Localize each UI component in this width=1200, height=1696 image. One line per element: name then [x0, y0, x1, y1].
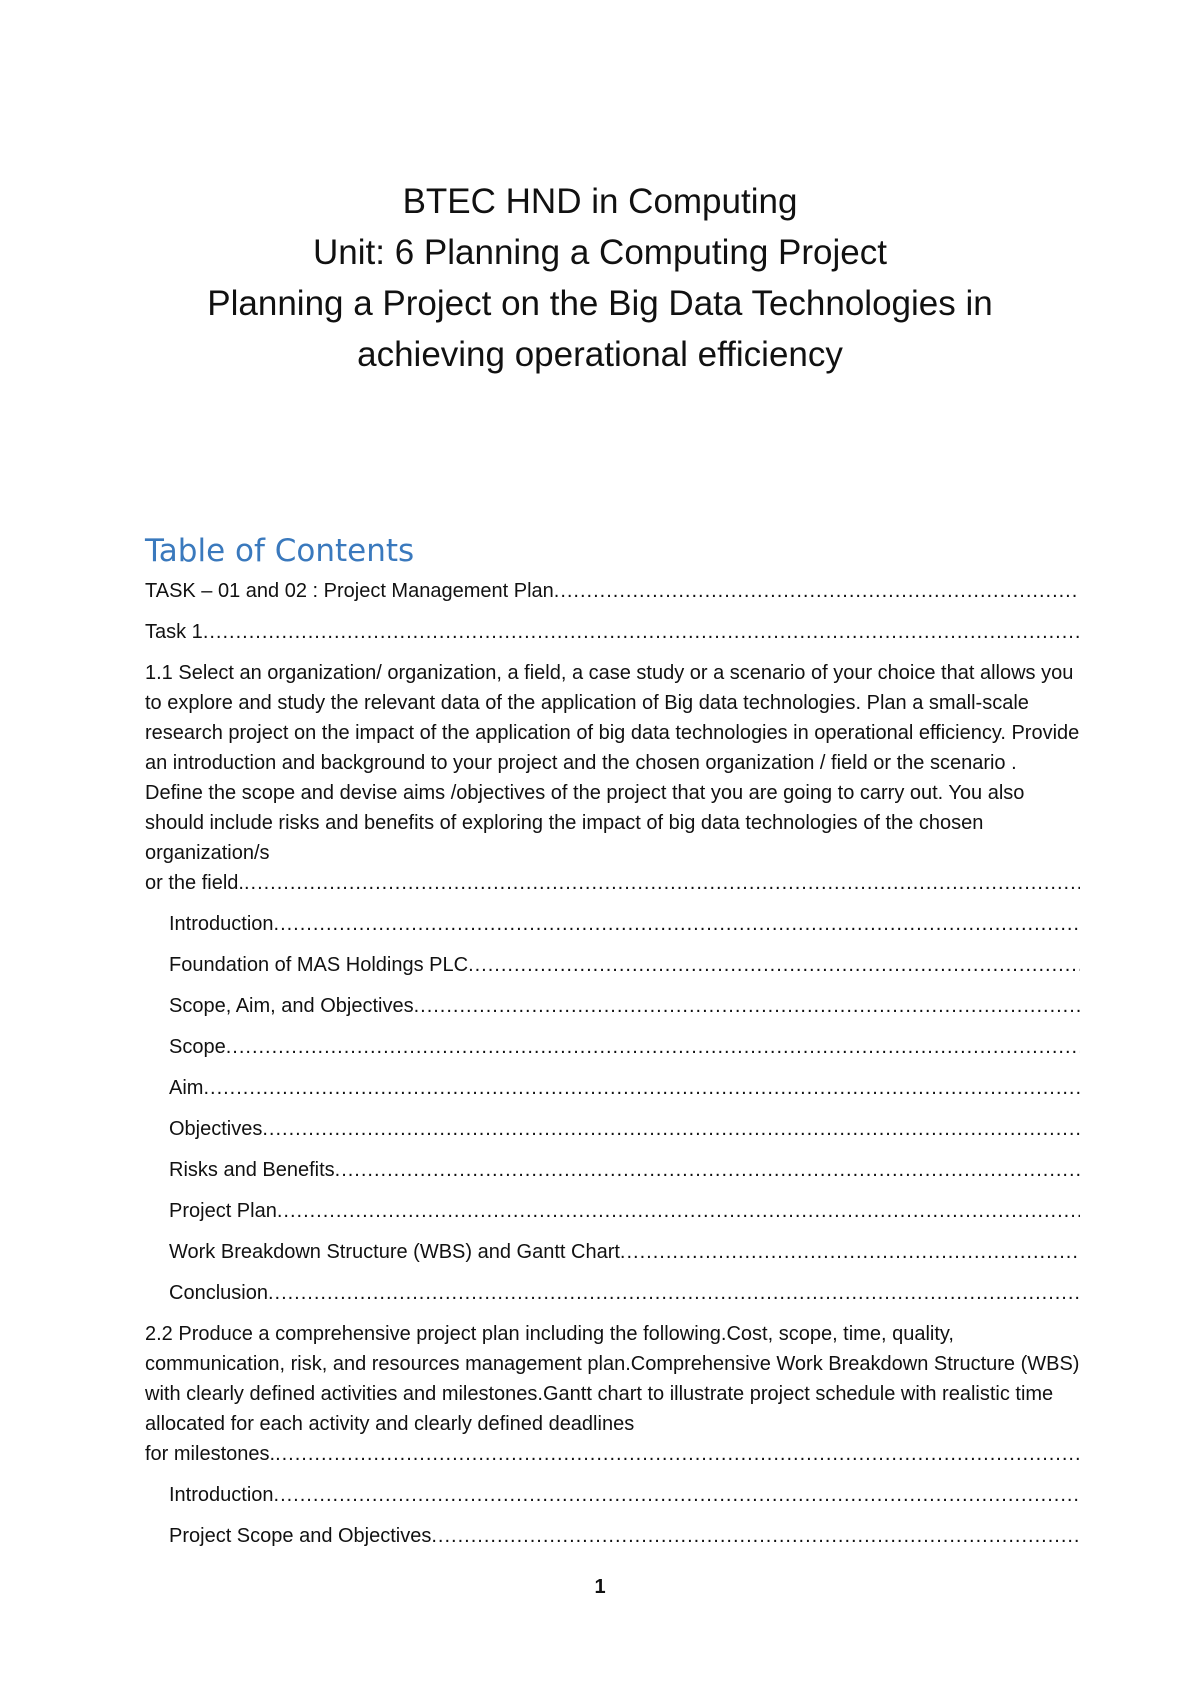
dot-leader [244, 868, 1080, 898]
toc-entry-body: 1.1 Select an organization/ organization, a field, a case study or a scenario of your choice that allows you to explore and study the relevant data of the application of Big data technologies. Plan a small-scale research project on the impact of the application of big data technologies in operational efficiency. Provide an introduction and background to your project and the chosen organization / field or the scenario . Define the scope and devise aims /objectives of the project that you are going to carry out. You also should include risks and benefits of exploring the impact of big data technologies of the chosen organization/s [145, 662, 1080, 864]
title-line-4: achieving operational efficiency [357, 335, 843, 374]
title-line-1: BTEC HND in Computing [402, 182, 798, 221]
toc-entry-2-2[interactable] [145, 1319, 1080, 1469]
dot-leader [262, 1114, 1080, 1144]
toc-subentry-label: Introduction [169, 913, 274, 935]
toc-subentry[interactable] [169, 1073, 1080, 1103]
toc-subentry[interactable] [169, 1032, 1080, 1062]
toc-subentry[interactable] [169, 1521, 1080, 1551]
toc-entry-label: for milestones. [145, 1443, 276, 1465]
dot-leader [620, 1237, 1080, 1267]
dot-leader [203, 1073, 1080, 1103]
toc-subentry[interactable] [169, 1237, 1080, 1267]
title-line-3: Planning a Project on the Big Data Technologies in [207, 284, 993, 323]
toc-subentry[interactable] [169, 1196, 1080, 1226]
toc-entry-1-1[interactable] [145, 658, 1080, 898]
dot-leader [554, 576, 1080, 606]
dot-leader [468, 950, 1080, 980]
toc-subentry-label: Aim [169, 1077, 204, 1099]
toc-heading: Table of Contents [145, 533, 415, 569]
page-number: 1 [594, 1576, 606, 1598]
toc-entry-label: or the field. [145, 872, 244, 894]
toc-subentry-label: Introduction [169, 1484, 274, 1506]
toc-subentry-label: Scope [169, 1036, 226, 1058]
dot-leader [414, 991, 1080, 1021]
toc-subentry-label: Project Scope and Objectives [169, 1525, 432, 1547]
dot-leader [277, 1196, 1080, 1226]
toc-subentry-label: Conclusion [169, 1282, 268, 1304]
dot-leader [268, 1278, 1080, 1308]
toc-subentry-label: Objectives [169, 1118, 263, 1140]
toc-entry-label: TASK – 01 and 02 : Project Management Plan [145, 580, 554, 602]
toc-subentry[interactable] [169, 991, 1080, 1021]
toc-subentry[interactable] [169, 909, 1080, 939]
dot-leader [431, 1521, 1080, 1551]
document-title [0, 176, 1200, 380]
toc-subentry-label: Foundation of MAS Holdings PLC [169, 954, 469, 976]
toc-entry-task1[interactable] [145, 617, 1080, 647]
toc-subentry-label: Scope, Aim, and Objectives [169, 995, 414, 1017]
toc-subentry[interactable] [169, 1480, 1080, 1510]
toc-subentry[interactable] [169, 1278, 1080, 1308]
toc-subentry[interactable] [169, 1155, 1080, 1185]
toc-subentry[interactable] [169, 950, 1080, 980]
toc-entry-task-plan[interactable] [145, 576, 1080, 606]
title-line-2: Unit: 6 Planning a Computing Project [313, 233, 887, 272]
dot-leader [203, 617, 1080, 647]
dot-leader [226, 1032, 1080, 1062]
toc-subentry-label: Project Plan [169, 1200, 277, 1222]
table-of-contents [145, 576, 1080, 1562]
dot-leader [274, 909, 1080, 939]
toc-subentry[interactable] [169, 1114, 1080, 1144]
dot-leader [275, 1439, 1080, 1469]
toc-subentry-label: Work Breakdown Structure (WBS) and Gantt Chart [169, 1241, 620, 1263]
toc-entry-body: 2.2 Produce a comprehensive project plan including the following.Cost, scope, time, quality, communication, risk, and resources management plan.Comprehensive Work Breakdown Structure (WBS) with clearly defined activities and milestones.Gantt chart to illustrate project schedule with realistic time allocated for each activity and clearly defined deadlines [145, 1323, 1080, 1435]
dot-leader [335, 1155, 1080, 1185]
toc-subentry-label: Risks and Benefits [169, 1159, 335, 1181]
dot-leader [274, 1480, 1080, 1510]
toc-entry-label: Task 1 [145, 621, 203, 643]
